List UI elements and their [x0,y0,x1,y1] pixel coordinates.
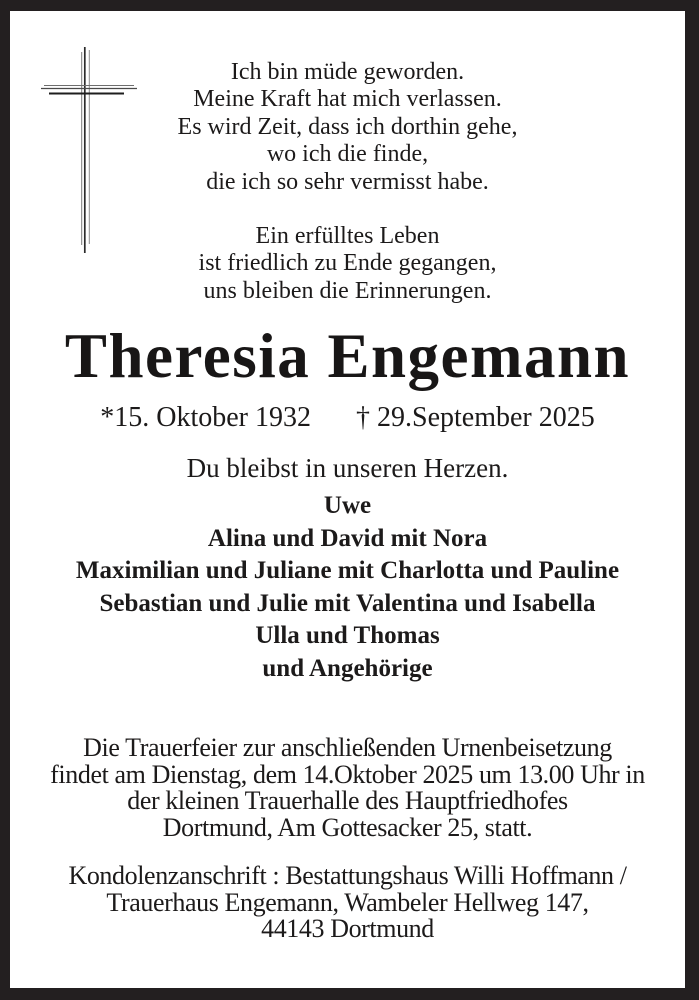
death-date: † 29.September 2025 [356,402,595,433]
condolence-line: 44143 Dortmund [261,914,434,944]
mourner-line: und Angehörige [262,654,433,682]
poem-line: Ich bin müde geworden. [230,59,465,85]
poem-stanza-1 [10,59,685,196]
funeral-info-line: der kleinen Trauerhalle des Hauptfriedhofes [127,786,568,816]
poem-line: Es wird Zeit, dass ich dorthin gehe, [177,113,518,140]
mourner-line: Sebastian und Julie mit Valentina und Isabella [99,589,596,617]
condolence-line: Trauerhaus Engemann, Wambeler Hellweg 147, [106,887,589,917]
poem-line: ist friedlich zu Ende gegangen, [198,250,497,277]
mourner-line: Ulla und Thomas [255,622,440,650]
condolence-address [10,863,685,943]
poem-line: die ich so sehr vermisst habe. [206,168,489,195]
funeral-info-line: Dortmund, Am Gottesacker 25, statt. [162,812,533,842]
poem-stanza-2 [10,223,685,305]
mourner-line: Uwe [323,492,372,519]
life-dates [10,402,685,434]
poem-line: Meine Kraft hat mich verlassen. [193,86,502,113]
poem-line: wo ich die finde, [266,141,429,168]
mourner-line: Maximilian und Juliane mit Charlotta und Pauline [75,557,620,585]
mourners-list [10,490,685,686]
dedication-line: Du bleibst in unseren Herzen. [186,453,509,483]
memorial-poem [10,59,685,305]
funeral-info-line: findet am Dienstag, dem 14.Oktober 2025 um 13.00 Uhr in [50,759,645,789]
deceased-name: Theresia Engemann [64,321,631,391]
funeral-info-line: Die Trauerfeier zur anschließenden Urnenbeisetzung [83,733,612,762]
poem-line: Ein erfülltes Leben [255,223,440,250]
condolence-line: Kondolenzanschrift : Bestattungshaus Willi Hoffmann / [68,861,627,890]
notice-content [10,11,685,988]
birth-date: *15. Oktober 1932 [100,402,311,433]
poem-line: uns bleiben die Erinnerungen. [203,277,492,304]
mourner-line: Alina und David mit Nora [207,524,488,552]
funeral-info [10,735,685,841]
